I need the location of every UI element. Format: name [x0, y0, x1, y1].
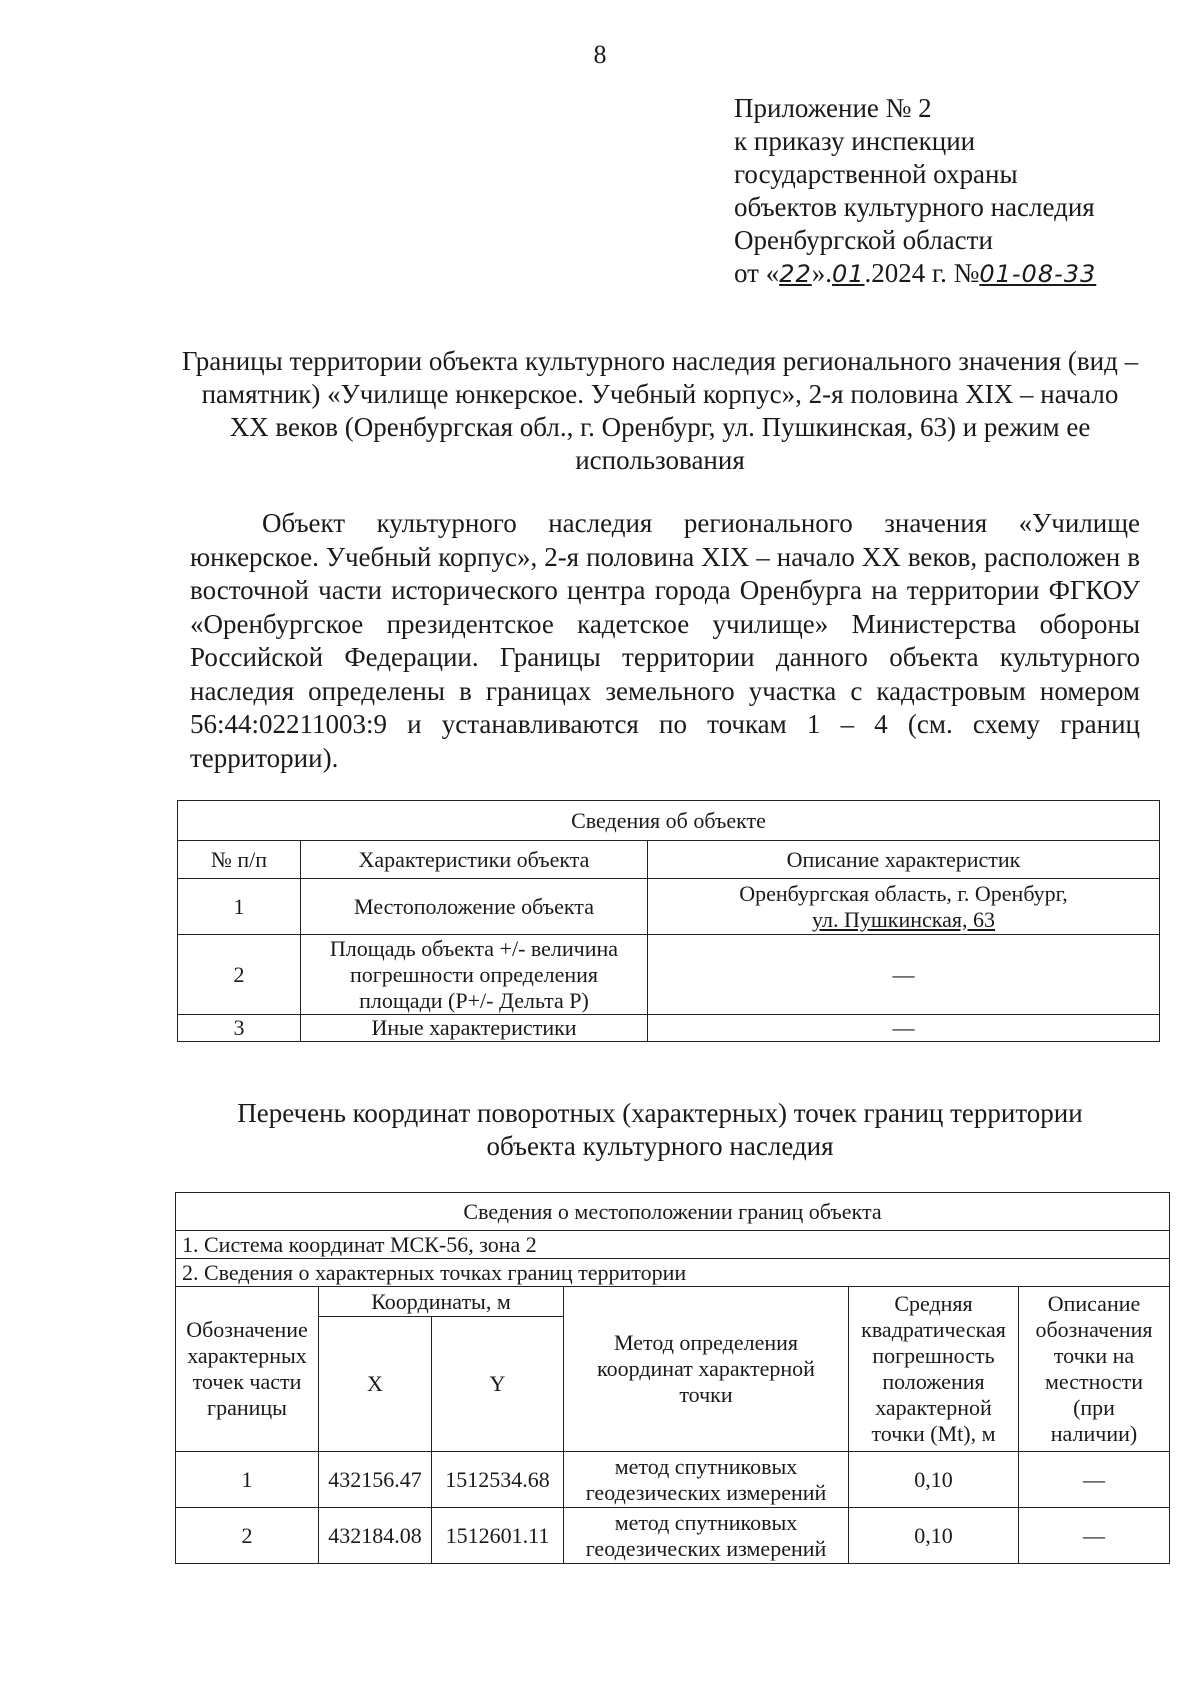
header-y: Y: [432, 1317, 564, 1452]
point-y: 1512601.11: [432, 1508, 564, 1564]
date-year: .2024 г. №: [864, 258, 980, 288]
appendix-line: к приказу инспекции: [734, 126, 976, 156]
header-line: Метод определения: [613, 1330, 799, 1355]
points-caption: 2. Сведения о характерных точках границ территории: [176, 1259, 1170, 1287]
header-line: (при: [1073, 1395, 1115, 1420]
point-description: —: [1019, 1508, 1170, 1564]
row-characteristic: [301, 935, 648, 1015]
row-description: [648, 879, 1160, 935]
point-x: 432184.08: [319, 1508, 432, 1564]
header-designation: [176, 1287, 319, 1452]
appendix-line: Оренбургской области: [734, 225, 993, 255]
row-number: 2: [178, 935, 301, 1015]
header-characteristic: Характеристики объекта: [301, 841, 648, 879]
point-designation: 2: [176, 1508, 319, 1564]
appendix-line: государственной охраны: [734, 159, 1018, 189]
object-table-caption: Сведения об объекте: [178, 801, 1160, 841]
row-description: —: [648, 935, 1160, 1015]
row-characteristic: Местоположение объекта: [301, 879, 648, 935]
characteristic-line: площади (P+/- Дельта P): [359, 987, 589, 1013]
intro-paragraph: Объект культурного наследия регионального значения «Училище юнкерское. Учебный корпус», 2-я половина XIX – начало XX веков, расположен в восточной части исторического центра города Оренбурга на территории ФГКОУ «Оренбургское президентское кадетское училище» Министерства обороны Российской Федерации. Границы территории данного объекта культурного наследия определены в границах земельного участка с кадастровым номером 56:44:02211003:9 и устанавливаются по точкам 1 – 4 (см. схему границ территории).: [190, 508, 1140, 773]
date-prefix: от «: [734, 258, 780, 288]
header-line: Обозначение: [186, 1317, 308, 1342]
header-line: точки: [679, 1382, 733, 1407]
handwritten-day: 22: [779, 260, 812, 288]
method-line: геодезических измерений: [585, 1535, 827, 1561]
header-line: точек части: [192, 1369, 302, 1394]
header-line: границы: [207, 1395, 287, 1420]
point-designation: 1: [176, 1452, 319, 1508]
date-sep: ».: [811, 258, 832, 288]
header-line: обозначения: [1035, 1317, 1153, 1342]
description-line: ул. Пушкинская, 63: [811, 906, 996, 932]
header-line: квадратическая: [861, 1317, 1006, 1342]
header-coordinates: Координаты, м: [319, 1287, 564, 1317]
point-description: —: [1019, 1452, 1170, 1508]
row-description: —: [648, 1015, 1160, 1042]
list-title-line: объекта культурного наследия: [486, 1131, 834, 1161]
header-number: № п/п: [178, 841, 301, 879]
header-point-description: [1019, 1287, 1170, 1452]
point-error: 0,10: [849, 1508, 1019, 1564]
appendix-date-line: [734, 257, 1096, 291]
row-number: 1: [178, 879, 301, 935]
row-characteristic: Иные характеристики: [301, 1015, 648, 1042]
point-error: 0,10: [849, 1452, 1019, 1508]
header-line: точки (Mt), м: [871, 1421, 996, 1446]
characteristic-line: Площадь объекта +/- величина: [329, 935, 619, 961]
row-number: 3: [178, 1015, 301, 1042]
header-line: Средняя: [894, 1291, 973, 1316]
method-line: метод спутниковых: [614, 1509, 798, 1535]
header-x: X: [319, 1317, 432, 1452]
list-title-line: Перечень координат поворотных (характерных) точек границ территории: [237, 1098, 1083, 1128]
document-title: Границы территории объекта культурного наследия регионального значения (вид – памятник) «Училище юнкерское. Учебный корпус», 2-я половина XIX – начало XX веков (Оренбургская обл., г. Оренбург, ул. Пушкинская, 63) и режим ее использования: [181, 346, 1139, 475]
coords-table-caption: Сведения о местоположении границ объекта: [176, 1193, 1170, 1231]
header-line: местности: [1044, 1369, 1144, 1394]
header-line: точки на: [1053, 1343, 1135, 1368]
header-line: характерных: [187, 1343, 307, 1368]
method-line: геодезических измерений: [585, 1479, 827, 1505]
header-line: наличии): [1050, 1421, 1138, 1446]
coordinates-list-title: [180, 1097, 1140, 1163]
characteristic-line: погрешности определения: [349, 961, 599, 987]
header-line: Описание: [1047, 1291, 1141, 1316]
coordinates-table: [175, 1192, 1170, 1564]
point-x: 432156.47: [319, 1452, 432, 1508]
page-number: 8: [593, 40, 607, 69]
point-method: [564, 1508, 849, 1564]
point-method: [564, 1452, 849, 1508]
appendix-line: Приложение № 2: [734, 93, 932, 123]
header-line: положения: [882, 1369, 985, 1394]
appendix-line: объектов культурного наследия: [734, 192, 1095, 222]
handwritten-order-number: 01-08-33: [979, 260, 1097, 288]
appendix-header: [734, 92, 1096, 291]
header-line: координат характерной: [597, 1356, 815, 1381]
header-description: Описание характеристик: [648, 841, 1160, 879]
coordinate-system: 1. Система координат МСК-56, зона 2: [176, 1231, 1170, 1259]
handwritten-month: 01: [832, 260, 865, 288]
header-error: [849, 1287, 1019, 1452]
description-line: Оренбургская область, г. Оренбург,: [739, 880, 1068, 906]
object-info-table: [177, 800, 1160, 1042]
point-y: 1512534.68: [432, 1452, 564, 1508]
method-line: метод спутниковых: [614, 1453, 798, 1479]
header-line: характерной: [875, 1395, 992, 1420]
header-line: погрешность: [872, 1343, 995, 1368]
header-method: [564, 1287, 849, 1452]
